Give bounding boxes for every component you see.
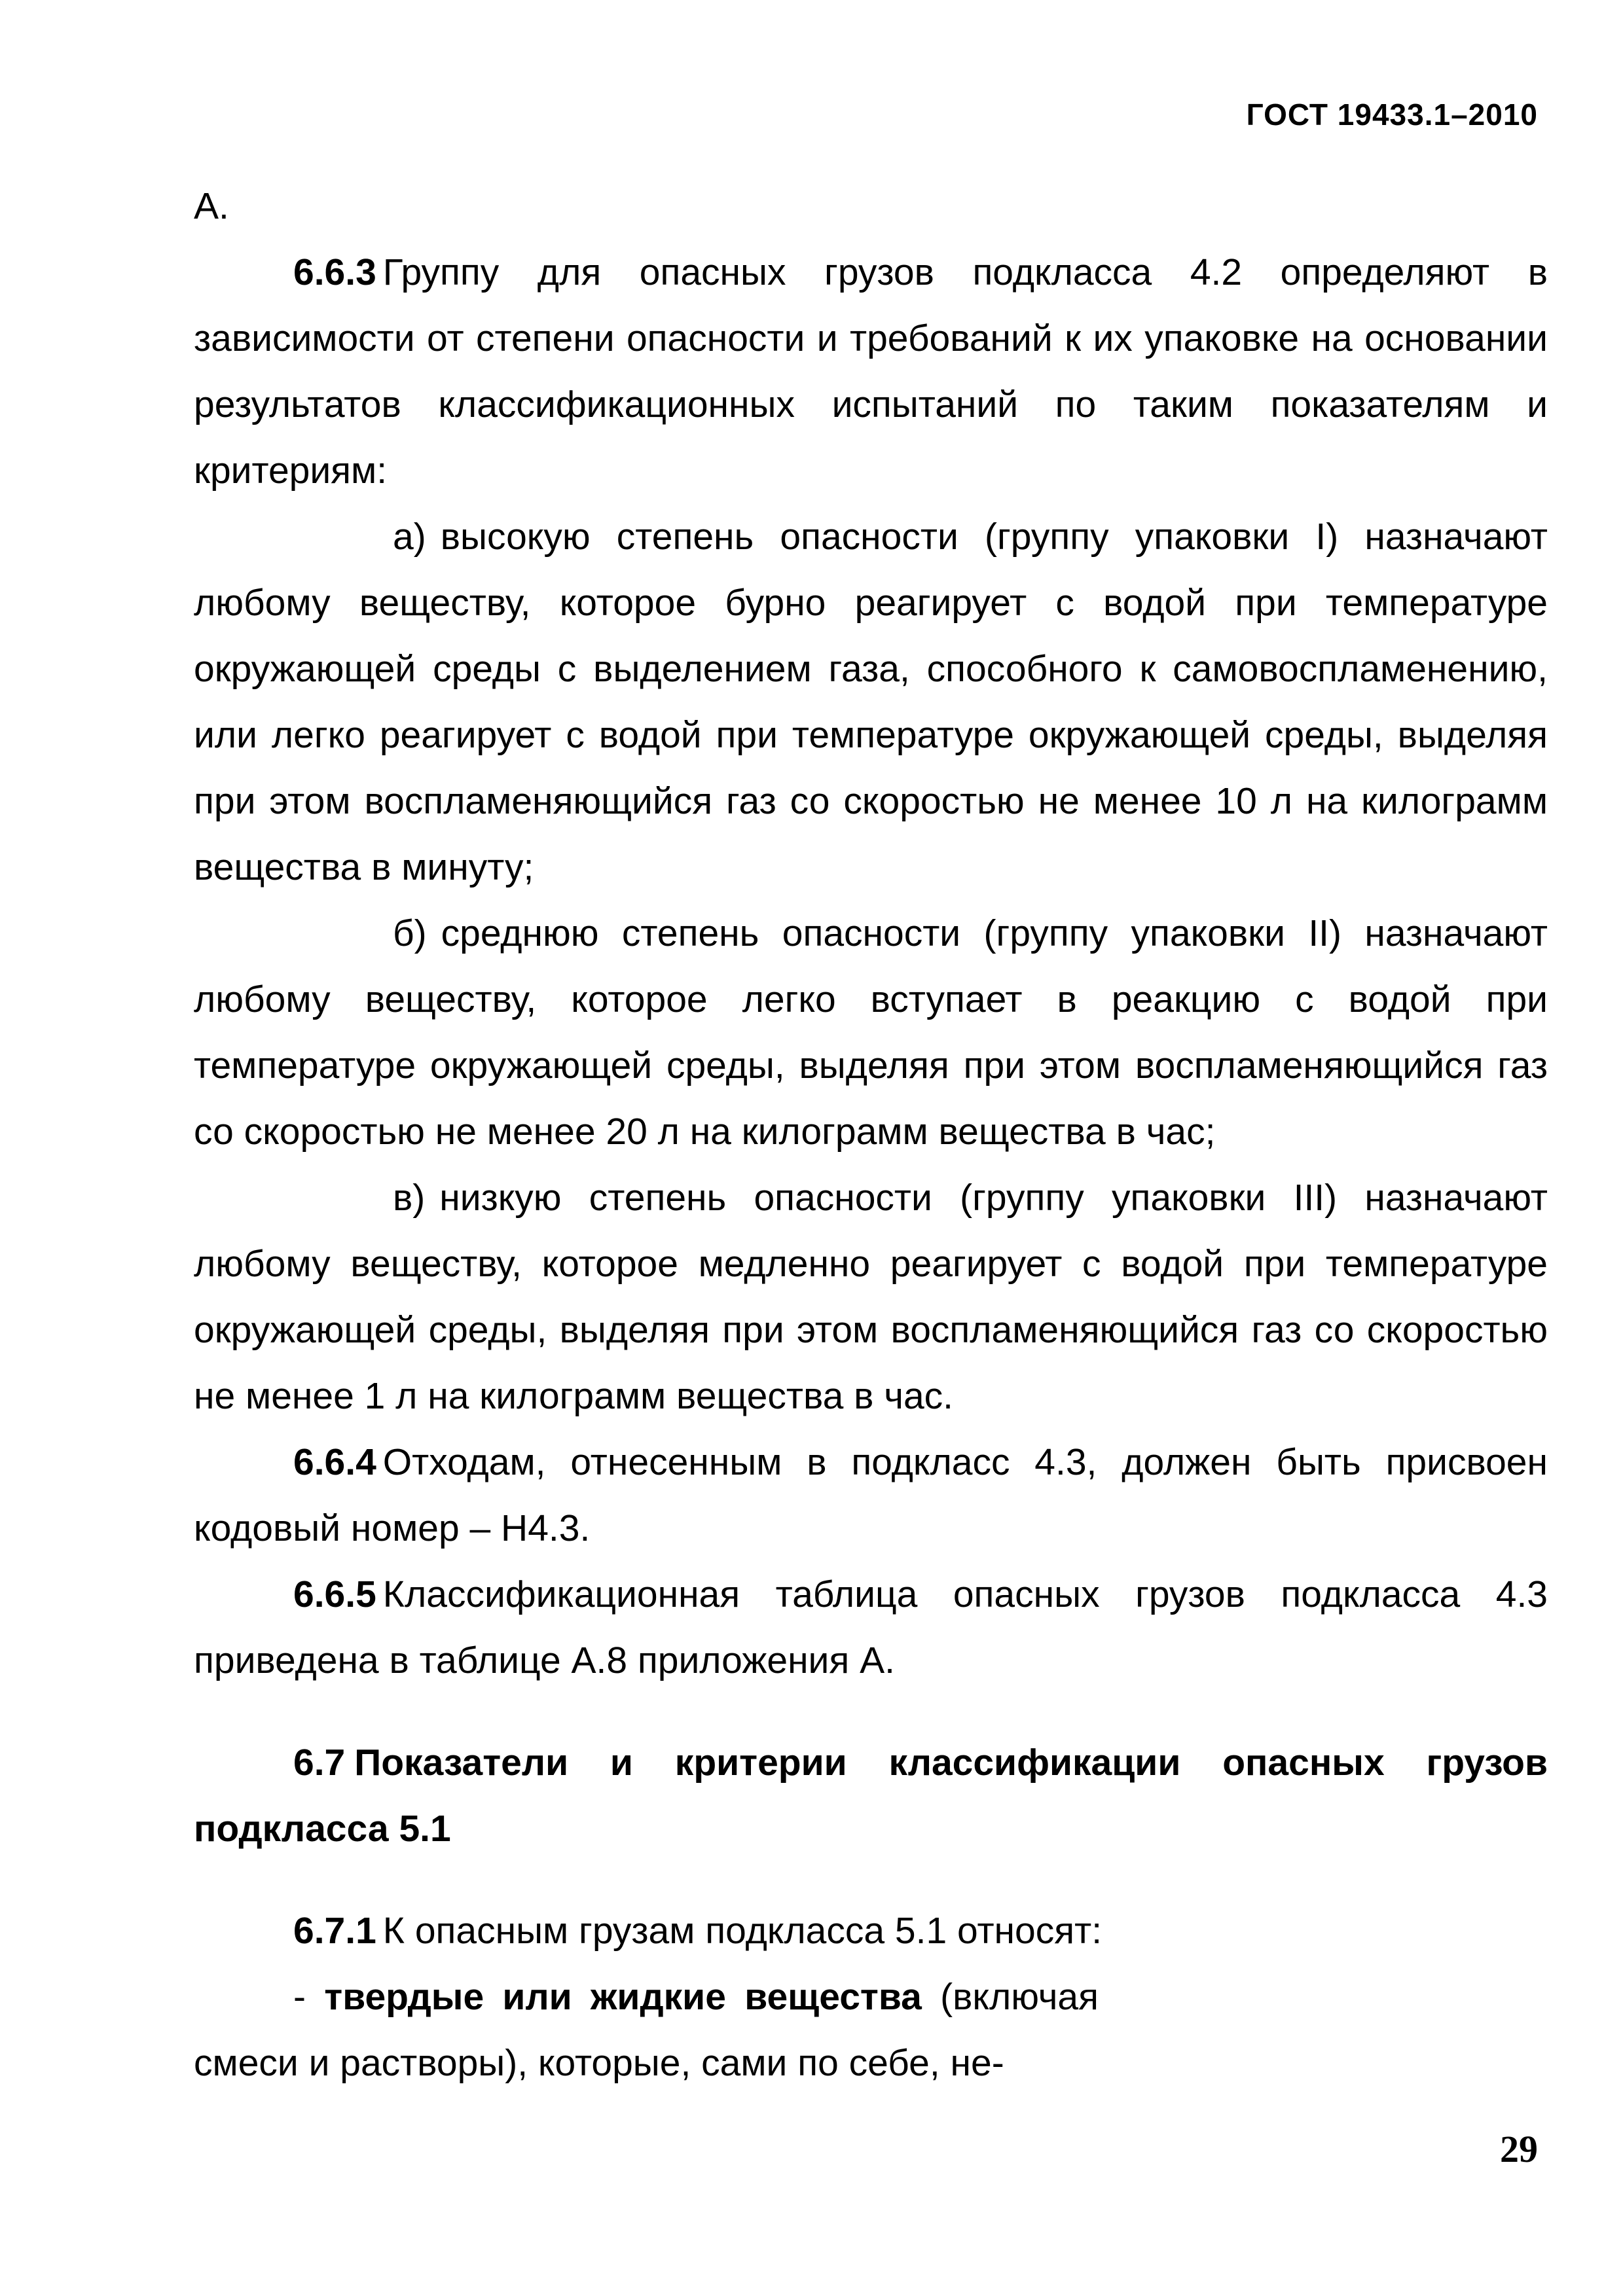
clause-number: 6.7.1: [293, 1910, 376, 1952]
paragraph-substances: [194, 1964, 1099, 2096]
bold-term: твердые или жидкие вещества: [324, 1976, 922, 2018]
list-item-c: [194, 1165, 1548, 1429]
paragraph-6-6-5: [194, 1562, 1548, 1694]
clause-text: К опасным грузам подкласса 5.1 относят:: [382, 1910, 1103, 1952]
clause-number: 6.6.5: [293, 1573, 376, 1615]
clause-text: Классификационная таблица опасных грузов подкласса 4.3 приведена в таблице А.8 приложения А.: [194, 1573, 1548, 1681]
page-number: 29: [1500, 2128, 1538, 2170]
list-item-a: [194, 504, 1548, 901]
document-id-header: ГОСТ 19433.1–2010: [1246, 98, 1538, 132]
list-marker: б): [393, 912, 427, 954]
list-marker: а): [393, 516, 426, 558]
list-item-text: среднюю степень опасности (группу упаковки II) назначают любому веществу, которое легко вступает в реакцию с водой при температуре окружающей среды, выделяя при этом воспламеняющийся газ со скоростью не менее 20 л на килограмм вещества в час;: [194, 912, 1548, 1153]
list-item-b: [194, 901, 1548, 1165]
paragraph-continuation: А.: [194, 185, 229, 227]
list-item-text: высокую степень опасности (группу упаковки I) назначают любому веществу, которое бурно реагирует с водой при температуре окружающей среды с выделением газа, способного к самовоспламенению, или легко реагирует с водой при температуре окружающей среды, выделяя при этом воспламеняющийся газ со скоростью не менее 10 л на килограмм вещества в минуту;: [194, 516, 1548, 888]
list-marker: в): [393, 1177, 426, 1219]
clause-text: Группу для опасных грузов подкласса 4.2 определяют в зависимости от степени опасности и требований к их упаковке на основании результатов классификационных испытаний по таким показателям и критериям:: [194, 251, 1548, 492]
section-number: 6.7: [293, 1742, 346, 1784]
section-title: Показатели и критерии классификации опасных грузов подкласса 5.1: [194, 1742, 1548, 1850]
clause-number: 6.6.3: [293, 251, 376, 293]
list-item-text: низкую степень опасности (группу упаковки III) назначают любому веществу, которое медленно реагирует с водой при температуре окружающей среды, выделяя при этом воспламеняющийся газ со скоростью не менее 1 л на килограмм вещества в час.: [194, 1177, 1548, 1417]
paragraph-6-6-4: [194, 1429, 1548, 1562]
list-dash: -: [293, 1976, 306, 2018]
clause-text: Отходам, отнесенным в подкласс 4.3, должен быть присвоен кодовый номер – Н4.3.: [194, 1441, 1548, 1549]
paragraph-text: (включая смеси и растворы), которые, сами по себе, не-: [194, 1976, 1099, 2084]
paragraph-6-6-3: [194, 240, 1548, 504]
page-body: [194, 173, 1548, 2096]
paragraph-6-7-1: [194, 1898, 1548, 1964]
clause-number: 6.6.4: [293, 1441, 376, 1483]
section-heading-6-7: [194, 1730, 1548, 1862]
